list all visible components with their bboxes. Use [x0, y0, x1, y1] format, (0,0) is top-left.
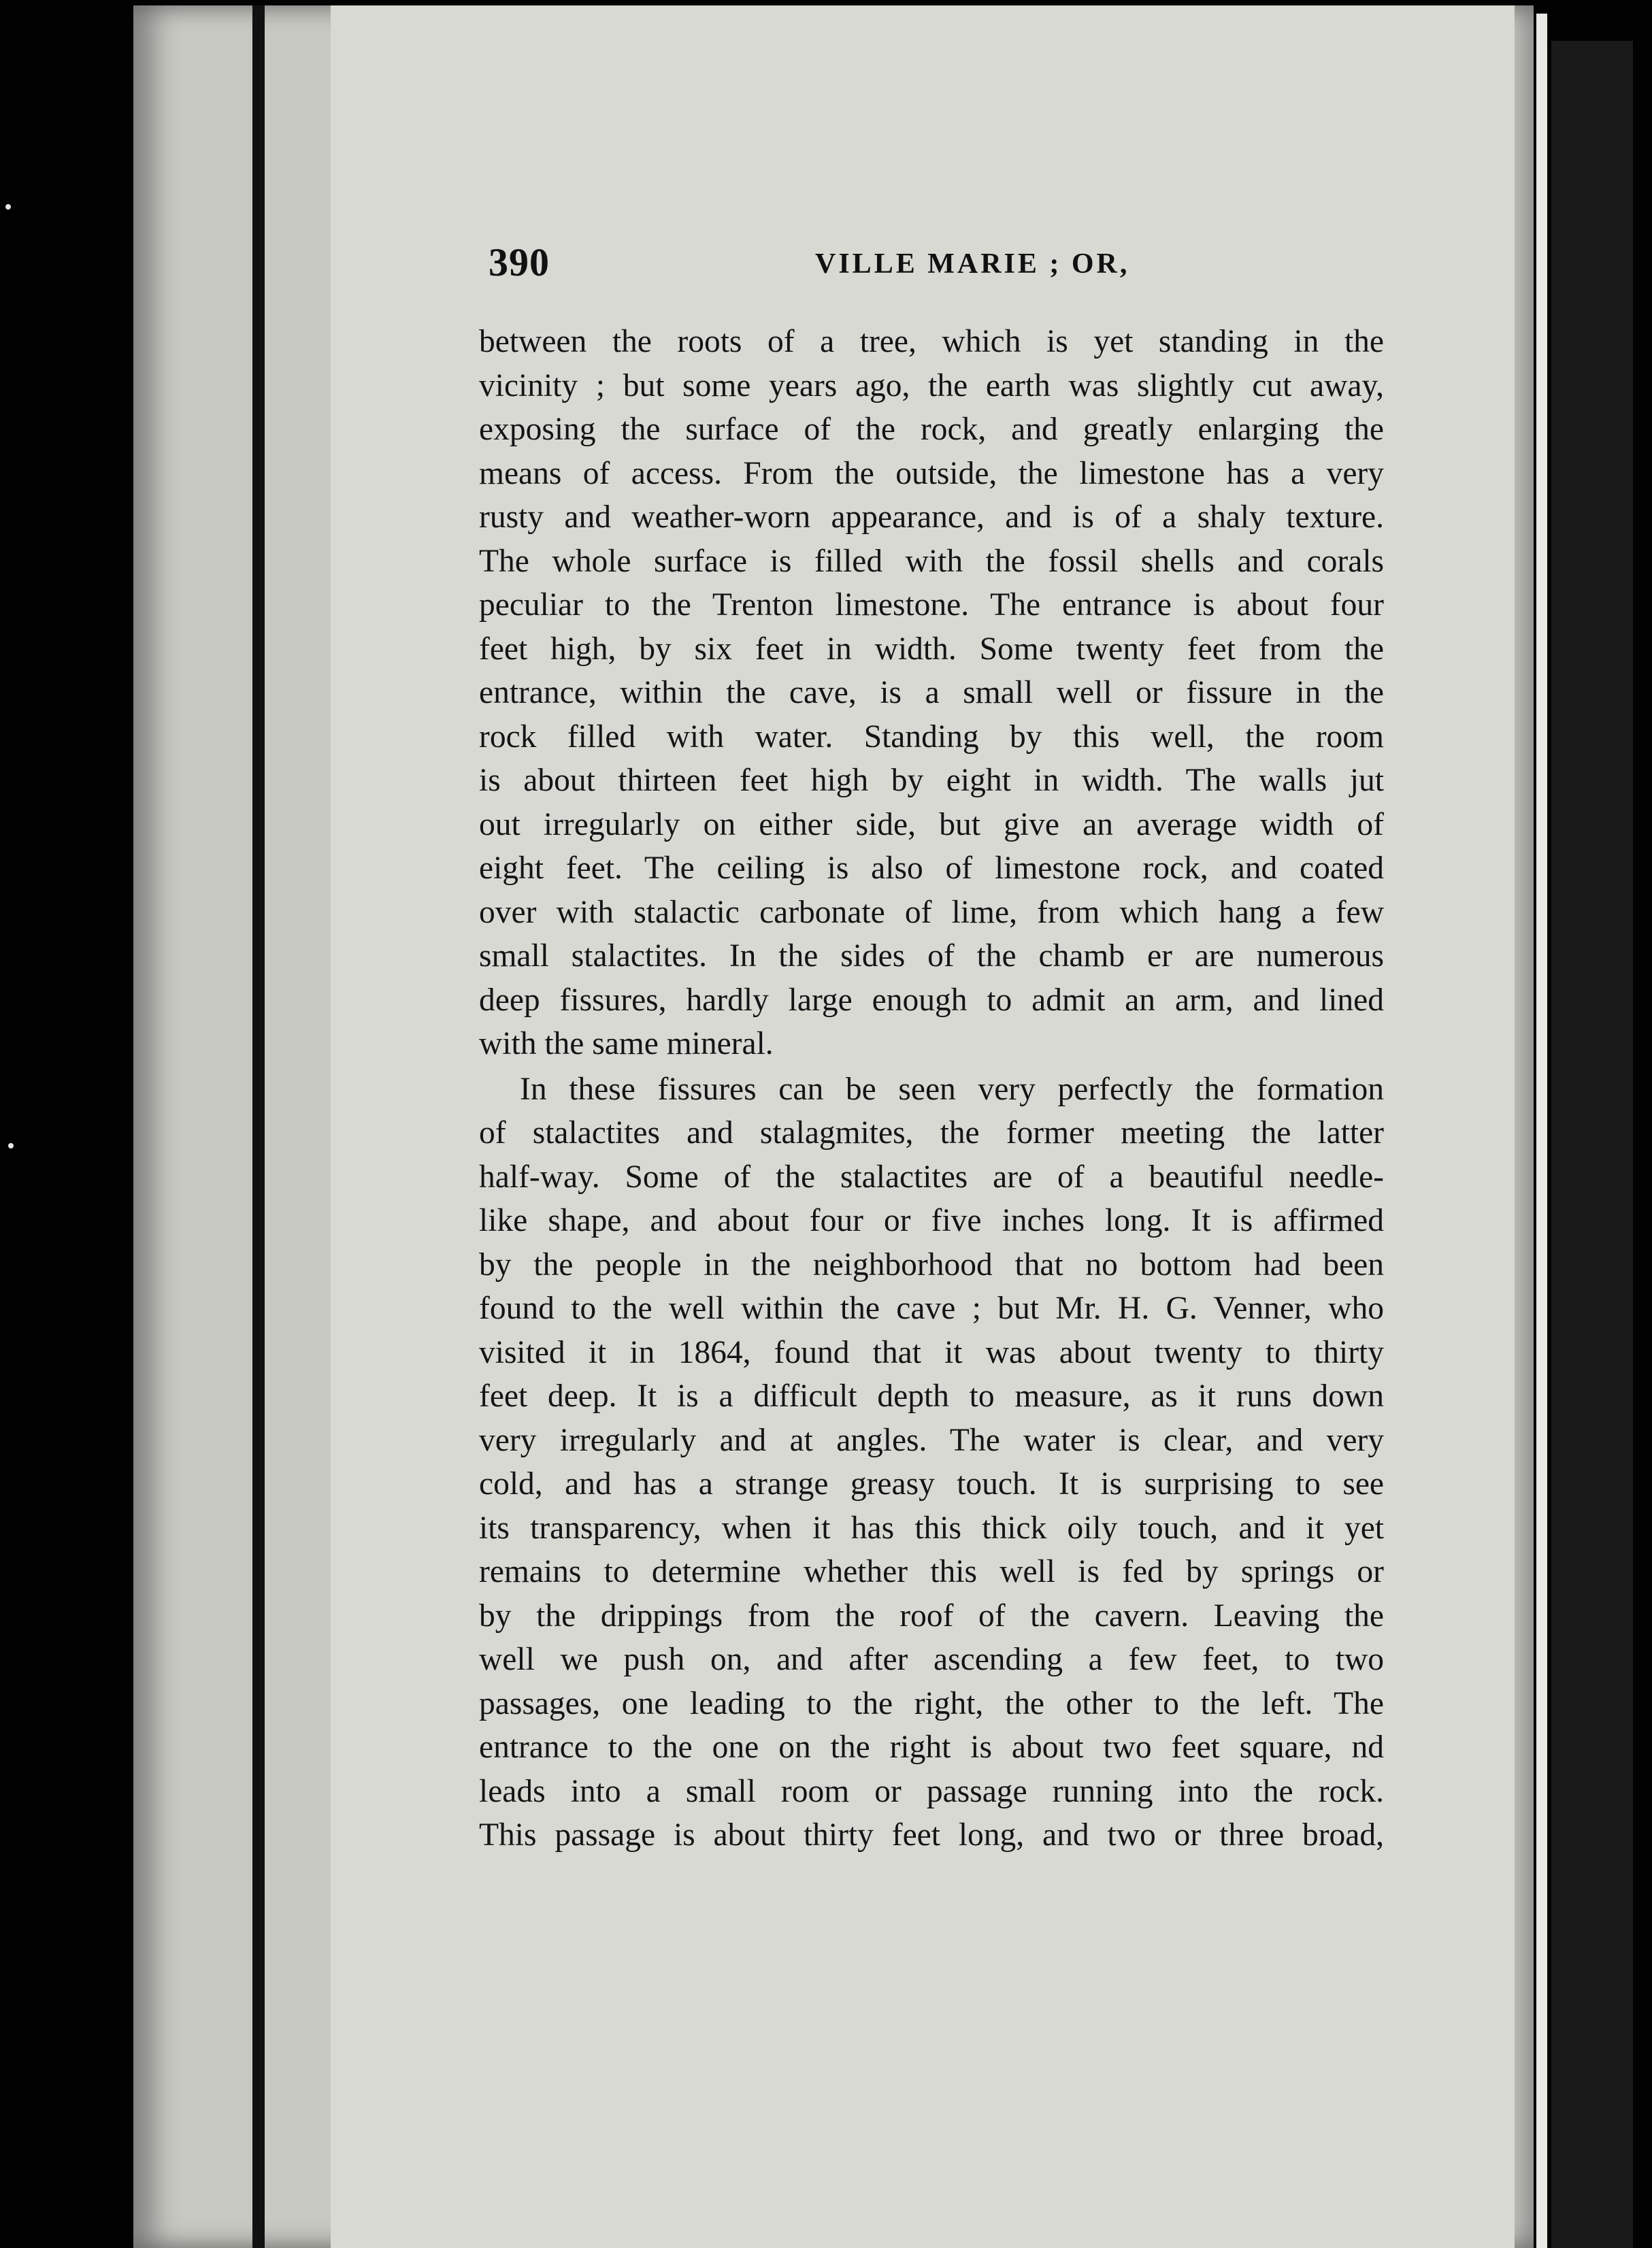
page-header — [489, 239, 1373, 287]
facing-page-shadow — [1551, 41, 1633, 2248]
text-line: with the same mineral. — [479, 1026, 774, 1061]
running-head: VILLE MARIE ; OR, — [815, 248, 1130, 280]
text-line: its transparency, when it has this thick oily touch, and it yet — [479, 1510, 1384, 1546]
paragraph-1 — [479, 320, 1384, 1066]
page-gutter — [252, 5, 265, 2248]
text-line: peculiar to the Trenton limestone. The entrance is about four — [479, 587, 1384, 623]
text-line: This passage is about thirty feet long, and two or three broad, — [479, 1817, 1384, 1853]
scan-speck — [5, 204, 11, 210]
facing-page-edge — [1536, 14, 1547, 2248]
paragraph-2 — [479, 1068, 1384, 1857]
text-line: very irregularly and at angles. The water is clear, and very — [479, 1422, 1384, 1458]
text-line: well we push on, and after ascending a few feet, to two — [479, 1642, 1384, 1677]
text-line: visited it in 1864, found that it was about twenty to thirty — [479, 1334, 1384, 1370]
text-line: half-way. Some of the stalactites are of a beautiful needle- — [479, 1159, 1384, 1195]
page-number: 390 — [489, 240, 550, 284]
text-line: cold, and has a strange greasy touch. It is surprising to see — [479, 1466, 1384, 1502]
text-line: like shape, and about four or five inches long. It is affirmed — [479, 1203, 1384, 1238]
text-line: found to the well within the cave ; but Mr. H. G. Venner, who — [479, 1291, 1384, 1326]
text-line: entrance to the one on the right is about two feet square, nd — [479, 1730, 1384, 1765]
text-line: rusty and weather-worn appearance, and is of a shaly texture. — [479, 499, 1384, 535]
text-line: feet high, by six feet in width. Some twenty feet from the — [479, 631, 1384, 667]
text-line: means of access. From the outside, the limestone has a very — [479, 455, 1384, 491]
text-line: passages, one leading to the right, the other to the left. The — [479, 1685, 1384, 1721]
text-line: by the drippings from the roof of the cavern. Leaving the — [479, 1598, 1384, 1634]
text-line: by the people in the neighborhood that no bottom had been — [479, 1246, 1384, 1283]
text-line: deep fissures, hardly large enough to admit an arm, and lined — [479, 982, 1384, 1018]
text-line: The whole surface is filled with the fossil shells and corals — [479, 543, 1384, 579]
text-line: feet deep. It is a difficult depth to measure, as it runs down — [479, 1378, 1384, 1414]
text-line: over with stalactic carbonate of lime, from which hang a few — [479, 894, 1384, 930]
text-line: entrance, within the cave, is a small well or fissure in the — [479, 675, 1384, 710]
text-line: of stalactites and stalagmites, the former meeting the latter — [479, 1115, 1384, 1151]
text-line: is about thirteen feet high by eight in width. The walls jut — [479, 763, 1384, 798]
text-line: remains to determine whether this well is fed by springs or — [479, 1554, 1384, 1589]
text-line: leads into a small room or passage running into the rock. — [479, 1773, 1384, 1809]
text-line: eight feet. The ceiling is also of limestone rock, and coated — [479, 850, 1384, 886]
text-line: exposing the surface of the rock, and greatly enlarging the — [479, 412, 1384, 447]
scan-speck — [8, 1143, 14, 1148]
text-line: vicinity ; but some years ago, the earth was slightly cut away, — [479, 367, 1384, 403]
text-line: small stalactites. In the sides of the chamb er are numerous — [479, 938, 1384, 974]
body-text — [479, 320, 1384, 1857]
text-line: rock filled with water. Standing by this well, the room — [479, 718, 1384, 755]
text-line: out irregularly on either side, but give an average width of — [479, 806, 1384, 842]
text-line: between the roots of a tree, which is yet standing in the — [479, 324, 1384, 359]
text-line: In these fissures can be seen very perfectly the formation — [520, 1071, 1384, 1107]
